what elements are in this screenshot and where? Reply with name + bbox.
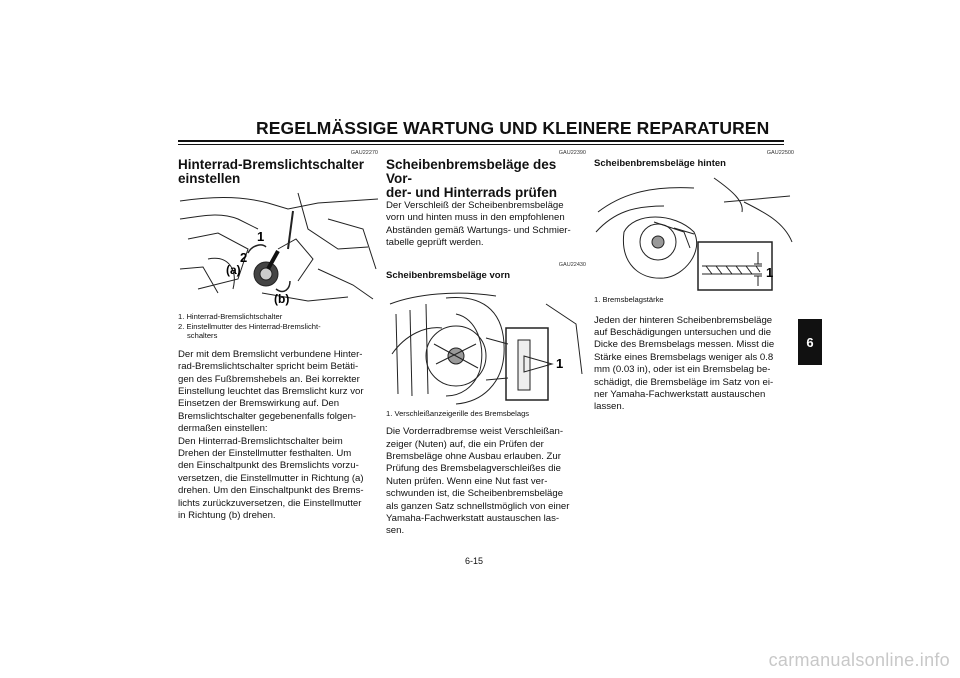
header-rule-thin (178, 144, 784, 145)
body-line: Einsetzen der Bremswirkung auf. Den (178, 398, 340, 410)
column-rear-brake-pads (594, 150, 794, 414)
body-line: in Richtung (b) drehen. (178, 510, 276, 522)
header-rule-thick (178, 140, 784, 142)
body-line: lassen. (594, 401, 625, 413)
intro-line: tabelle geprüft werden. (386, 237, 484, 249)
body-line: lichts zurückzuversetzen, die Einstellmutter (178, 497, 362, 509)
rear-brake-figure (594, 172, 794, 292)
figure-label-2: 2 (240, 250, 248, 265)
caption-line-3: schalters (187, 331, 218, 341)
figure-caption: 1. Verschleißanzeigerille des Bremsbelags (386, 408, 530, 418)
figure-label-1: 1 (766, 265, 774, 280)
front-brake-figure (386, 284, 586, 406)
figure-label-1: 1 (257, 229, 265, 244)
caption-line-2: 2. Einstellmutter des Hinterrad-Bremslicht- (178, 321, 321, 331)
body-line: rad-Bremslichtschalter spricht beim Betäti- (178, 361, 359, 373)
body-line: gen des Fußbremshebels an. Bei korrekter (178, 373, 360, 385)
body-line: mm (0.03 in), oder ist ein Bremsbelag be- (594, 364, 771, 376)
body-line: schädigt, die Bremsbeläge im Satz von ei- (594, 376, 774, 388)
body-line: Einstellung leuchtet das Bremslicht kurz vor (178, 386, 364, 397)
section-heading: Hinterrad-Bremslichtschalter einstellen (178, 157, 365, 186)
body-line: den Einschaltpunkt des Bremslichts vorzu- (178, 460, 359, 472)
body-line: Nuten prüfen. Wenn eine Nut fast ver- (386, 475, 548, 487)
figure-label-b: (b) (274, 292, 290, 306)
front-brake-illustration (386, 284, 586, 406)
body-text (178, 349, 378, 523)
body-text (386, 426, 586, 538)
body-line: auf Beschädigungen untersuchen und die (594, 327, 772, 338)
subsection-heading: Scheibenbremsbeläge hinten (594, 158, 726, 169)
body-line: Drehen der Einstellmutter festhalten. Um (178, 448, 352, 460)
caption-line-1: 1. Hinterrad-Bremslichtschalter (178, 312, 283, 321)
body-line: dermaßen einstellen: (178, 423, 268, 435)
intro-text (386, 200, 586, 250)
heading-line: Scheibenbremsbeläge des Vor- (386, 157, 557, 186)
section-code: GAU22500 (766, 150, 794, 156)
body-line: Dicke des Bremsbelags messen. Misst die (594, 339, 775, 351)
chapter-tab: 6 (798, 319, 822, 365)
body-line: Die Vorderradbremse weist Verschleißan- (386, 426, 564, 438)
heading-line: der- und Hinterrads prüfen (386, 185, 558, 200)
body-line: sen. (386, 525, 405, 537)
body-line: zeiger (Nuten) auf, die ein Prüfen der (386, 438, 544, 450)
brake-switch-illustration (178, 189, 378, 309)
figure-label-a: (a) (226, 263, 241, 277)
body-line: Der mit dem Bremslicht verbundene Hinter- (178, 348, 363, 360)
figure-caption (178, 312, 378, 341)
brake-switch-figure (178, 189, 378, 309)
body-line: Bremsbeläge ohne Ausbau erlauben. Zur (386, 451, 561, 463)
body-line: schwunden ist, die Scheibenbremsbeläge (386, 488, 564, 500)
section-heading (386, 158, 586, 200)
body-line: Prüfung des Bremsbelagverschleißes die (386, 463, 561, 475)
body-line: ner Yamaha-Fachwerkstatt austauschen (594, 389, 766, 401)
intro-line: vorn und hinten muss in den empfohlenen (386, 212, 565, 224)
intro-line: Der Verschleiß der Scheibenbremsbeläge (386, 200, 564, 211)
footer-watermark: carmanualsonline.info (768, 650, 950, 670)
subsection-code: GAU22430 (558, 261, 586, 268)
page-number: 6-15 (465, 556, 484, 566)
figure-label-1: 1 (556, 355, 564, 371)
subsection-heading: Scheibenbremsbeläge vorn (386, 269, 511, 281)
body-line: Yamaha-Fachwerkstatt austauschen las- (386, 513, 560, 525)
figure-caption: 1. Bremsbelagstärke (594, 295, 664, 304)
intro-line: Abständen gemäß Wartungs- und Schmier- (386, 224, 571, 236)
body-line: drehen. Um den Einschaltpunkt des Brems- (178, 485, 364, 497)
body-text (594, 315, 794, 414)
body-line: als ganzen Satz schnellstmöglich von einer (386, 500, 570, 512)
section-code: GAU22390 (558, 150, 586, 156)
section-code: GAU22270 (350, 150, 378, 156)
body-line: Den Hinterrad-Bremslichtschalter beim (178, 435, 343, 447)
column-brake-pads-check (386, 150, 586, 538)
column-brake-light-switch (178, 150, 378, 522)
body-line: Bremslichtschalter gegebenenfalls folgen- (178, 410, 357, 422)
rear-brake-illustration (594, 172, 794, 292)
body-line: Jeden der hinteren Scheibenbremsbeläge (594, 314, 773, 326)
page-header-title: REGELMÄSSIGE WARTUNG UND KLEINERE REPARATUREN (256, 118, 770, 138)
body-line: Stärke eines Bremsbelags weniger als 0.8 (594, 351, 774, 363)
body-line: versetzen, die Einstellmutter in Richtung (a) (178, 472, 364, 484)
